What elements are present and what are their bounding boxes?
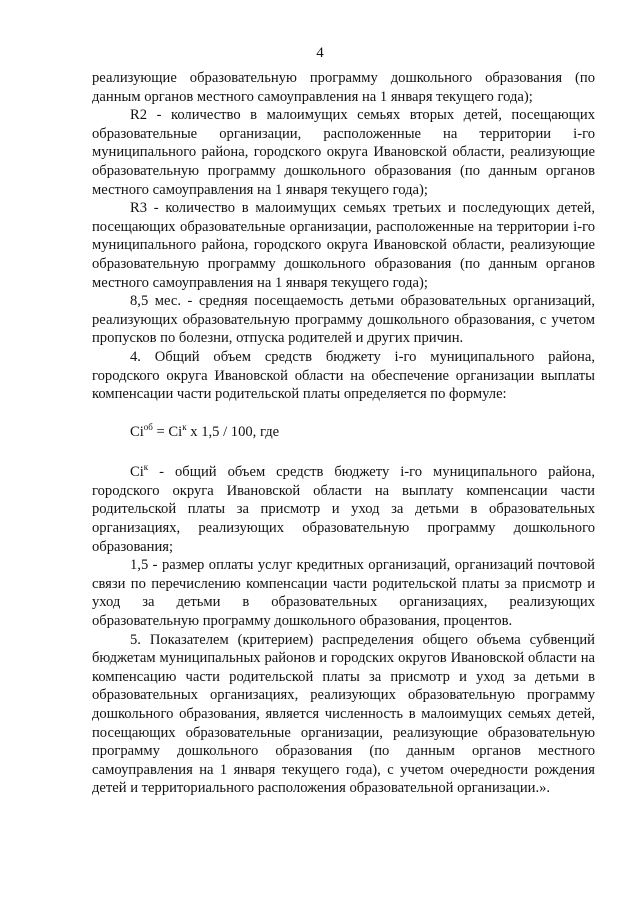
paragraph-continuation: реализующие образовательную программу дошкольного образования (по данным органов местного самоуправления на 1 января текущего года); bbox=[92, 70, 595, 105]
paragraph-section-5: 5. Показателем (критерием) распределения общего объема субвенций бюджетам муниципальных районов и городских округов Ивановской области на компенсацию части родительской платы за присмотр и уход за детьми в образовательных организациях, реализующих образовательную программу дошкольного образования, является численность в малоимущих семьях детей, посещающих образовательные организации, реализующие образовательную программу дошкольного образования (по данным органов местного самоуправления на 1 января текущего года), с учетом очередности рождения детей и территориального расположения образовательной организации.». bbox=[92, 631, 595, 797]
formula-rest: x 1,5 / 100, где bbox=[186, 423, 280, 440]
paragraph-rate-definition: 1,5 - размер оплаты услуг кредитных организаций, организаций почтовой связи по перечислению компенсации части родительской платы за присмотр и уход за детьми в образовательных организациях, реализующих образовательную программу дошкольного образования, процентов. bbox=[92, 557, 595, 630]
paragraph-r3-definition: R3 - количество в малоимущих семьях третьих и последующих детей, посещающих образовательные организации, расположенные на территории i-го муниципального района, городского округа Ивановской области, реализующие образовательную программу дошкольного образования (по данным органов местного самоуправления на 1 января текущего года); bbox=[92, 200, 595, 291]
document-body bbox=[92, 69, 595, 798]
definition-symbol-superscript: к bbox=[143, 462, 149, 473]
formula-equals: = Ci bbox=[152, 423, 183, 440]
formula bbox=[92, 423, 595, 442]
formula-lhs: Ci bbox=[130, 423, 144, 440]
paragraph-attendance-definition: 8,5 мес. - средняя посещаемость детьми образовательных организаций, реализующих образовательную программу дошкольного образования, с учетом пропусков по болезни, отпуска родителей и других причин. bbox=[92, 293, 595, 347]
definition-symbol: Ci bbox=[130, 464, 144, 481]
formula-lhs-superscript: об bbox=[143, 421, 153, 432]
formula-rhs-superscript: к bbox=[182, 421, 187, 432]
paragraph-section-4: 4. Общий объем средств бюджету i-го муниципального района, городского округа Ивановской области на обеспечение организации выплаты компенсации части родительской платы определяется по формуле: bbox=[92, 348, 595, 403]
paragraph-r2-definition: R2 - количество в малоимущих семьях вторых детей, посещающих образовательные организации, расположенные на территории i-го муниципального района, городского округа Ивановской области, реализующие образовательную программу дошкольного образования (по данным органов местного самоуправления на 1 января текущего года); bbox=[92, 107, 595, 198]
paragraph-cik-definition bbox=[92, 463, 595, 556]
page-number: 4 bbox=[316, 45, 324, 61]
definition-text: - общий объем средств бюджету i-го муниципального района, городского округа Ивановской области на выплату компенсации части родительской платы за присмотр и уход за детьми в образовательных организациях, реализующих образовательную программу дошкольного образования; bbox=[92, 464, 595, 555]
